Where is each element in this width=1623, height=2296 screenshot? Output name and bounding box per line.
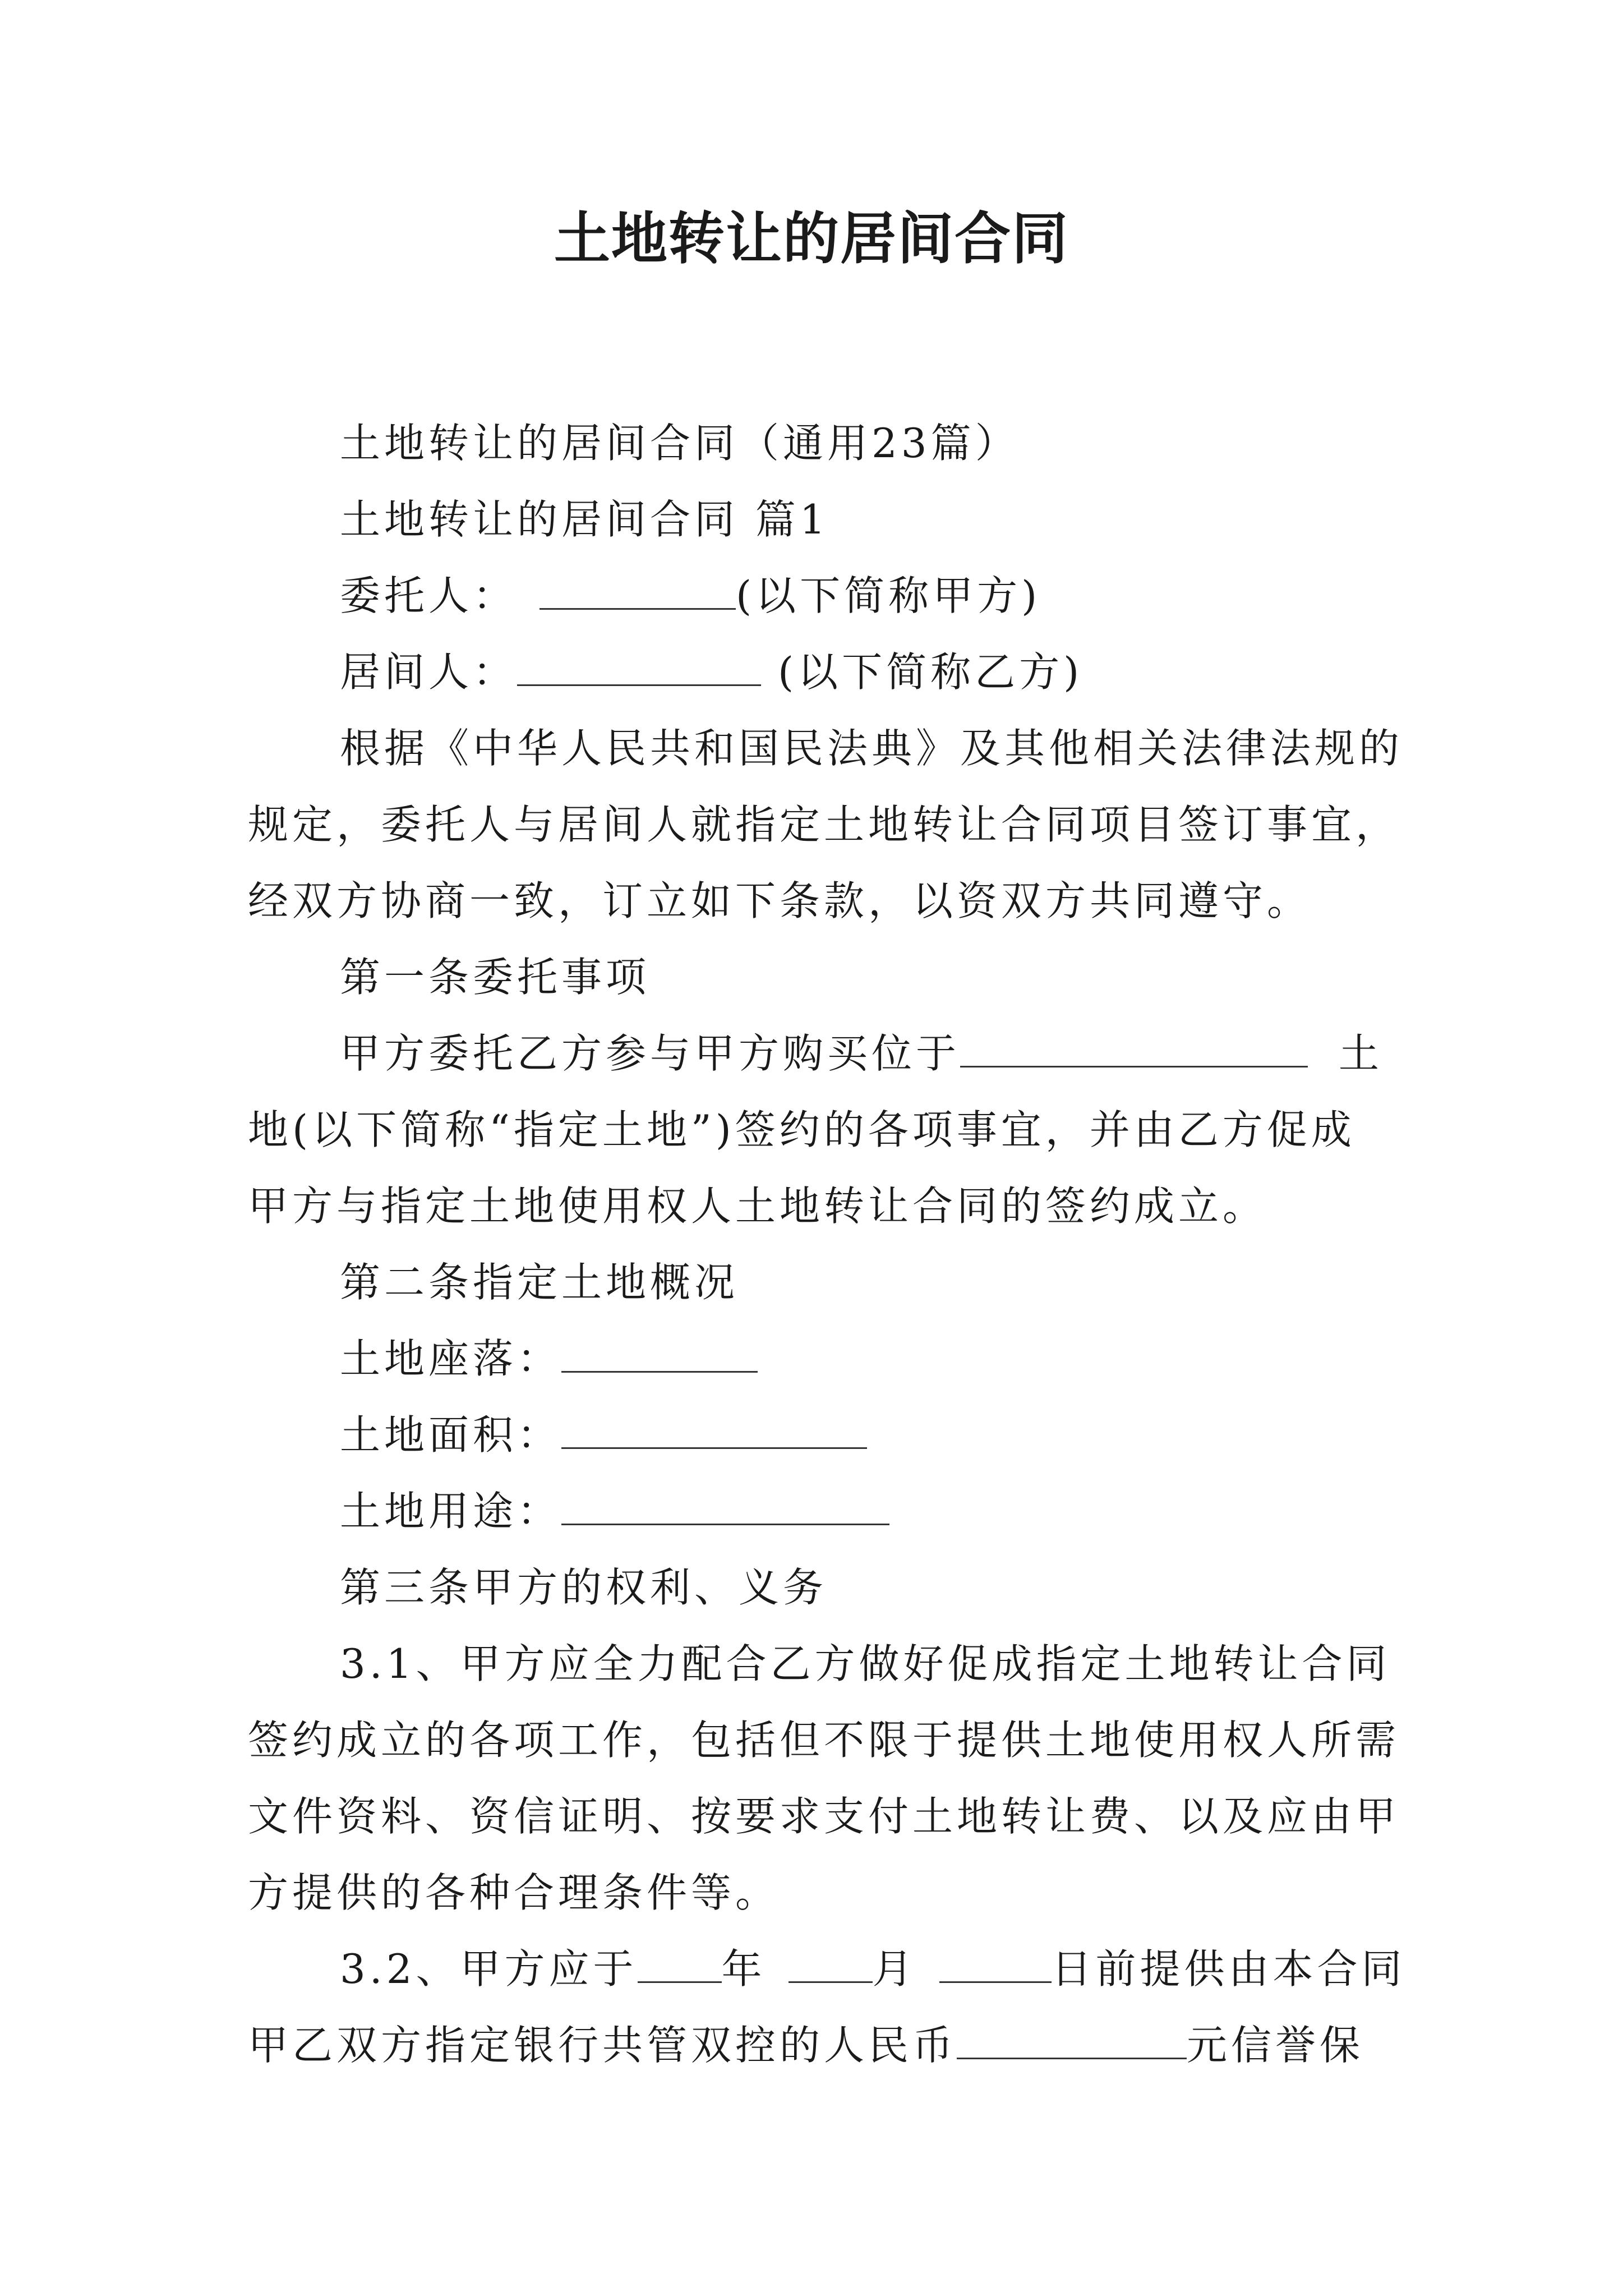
paragraph-text: 甲方委托乙方参与甲方购买位于 [340, 1030, 961, 1077]
broker-line [340, 644, 1083, 700]
article-heading [340, 1559, 827, 1616]
paragraph-line [340, 1636, 1391, 1692]
paragraph-text: 规定，委托人与居间人就指定土地转让合同项目签订事宜， [248, 801, 1400, 848]
section-heading-text: 土地转让的居间合同 篇1 [340, 496, 829, 543]
paragraph-line [340, 1941, 1406, 1997]
section-heading [340, 491, 829, 547]
month-blank[interactable] [789, 1943, 873, 1983]
paragraph-line [248, 1102, 1355, 1158]
paragraph-text: 甲乙双方指定银行共管双控的人民币 [248, 2022, 957, 2069]
article-heading-text: 第三条甲方的权利、义务 [340, 1564, 828, 1611]
paragraph-text: 经双方协商一致，订立如下条款，以资双方共同遵守。 [248, 877, 1312, 924]
paragraph-line [340, 1025, 1383, 1082]
paragraph-text: 根据《中华人民共和国民法典》及其他相关法律法规的 [340, 725, 1404, 772]
paragraph-text: 方提供的各种合理条件等。 [248, 1869, 780, 1916]
broker-label: 居间人： [340, 648, 518, 696]
land-address-blank[interactable] [561, 1333, 758, 1373]
amount-blank[interactable] [957, 2019, 1187, 2059]
land-location-blank[interactable] [960, 1028, 1308, 1068]
paragraph-line [248, 1178, 1267, 1234]
land-address-label: 土地座落： [340, 1335, 562, 1382]
land-area-field [340, 1407, 867, 1463]
paragraph-text: 土 [1339, 1030, 1384, 1077]
article-heading [340, 949, 650, 1005]
client-line [340, 568, 1041, 624]
month-label: 月 [872, 1945, 917, 1993]
paragraph-text: 甲方与指定土地使用权人土地转让合同的签约成立。 [248, 1182, 1267, 1230]
paragraph-line [340, 720, 1403, 776]
paragraph-line [248, 797, 1400, 853]
paragraph-text: 3.1、甲方应全力配合乙方做好促成指定土地转让合同 [340, 1640, 1391, 1687]
land-use-blank[interactable] [561, 1485, 889, 1525]
paragraph-text: 3.2、甲方应于 [340, 1945, 638, 1993]
document-title: 土地转让的居间合同 [554, 205, 1069, 272]
paragraph-text: 文件资料、资信证明、按要求支付土地转让费、以及应由甲 [248, 1793, 1400, 1840]
paragraph-text: 元信誉保 [1187, 2022, 1364, 2069]
subtitle-line [340, 415, 1020, 471]
paragraph-line [248, 873, 1311, 929]
paragraph-text: 地(以下简称“指定土地”)签约的各项事宜，并由乙方促成 [248, 1106, 1355, 1153]
land-use-field [340, 1483, 889, 1539]
day-blank[interactable] [939, 1943, 1052, 1983]
broker-blank[interactable] [517, 646, 761, 686]
paragraph-text: 签约成立的各项工作，包括但不限于提供土地使用权人所需 [248, 1717, 1400, 1764]
year-label: 年 [721, 1945, 766, 1993]
land-area-label: 土地面积： [340, 1411, 562, 1458]
land-address-field [340, 1331, 758, 1387]
paragraph-line [248, 1788, 1400, 1844]
land-use-label: 土地用途： [340, 1488, 562, 1535]
land-area-blank[interactable] [561, 1409, 867, 1449]
paragraph-text: 日前提供由本合同 [1051, 1945, 1406, 1993]
article-heading-text: 第二条指定土地概况 [340, 1259, 739, 1306]
article-heading [340, 1254, 739, 1310]
paragraph-line [248, 1712, 1400, 1768]
paragraph-line [248, 2017, 1364, 2073]
client-note: (以下简称甲方) [736, 572, 1041, 619]
client-blank[interactable] [540, 570, 736, 610]
paragraph-line [248, 1865, 780, 1921]
client-label: 委托人： [340, 572, 518, 619]
subtitle-text: 土地转让的居间合同（通用23篇） [340, 420, 1020, 467]
broker-note: (以下简称乙方) [778, 648, 1083, 696]
article-heading-text: 第一条委托事项 [340, 954, 651, 1001]
year-blank[interactable] [638, 1943, 722, 1983]
